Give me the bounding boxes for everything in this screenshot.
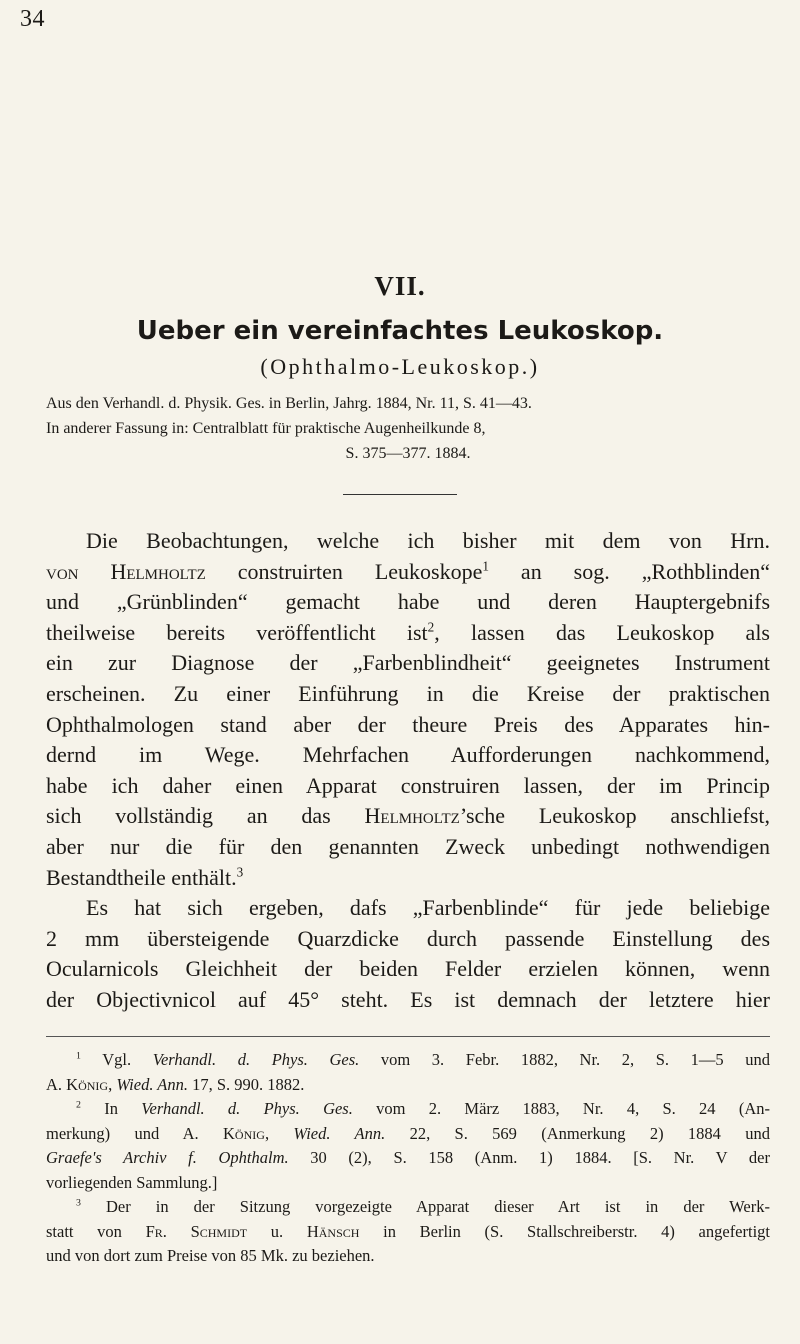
footnote-line: und von dort zum Preise von 85 Mk. zu beziehen. bbox=[46, 1246, 375, 1265]
body-line: 2 mm übersteigende Quarzdicke durch passende Einstellung des bbox=[46, 925, 770, 951]
footnote-number: 1 bbox=[76, 1050, 81, 1062]
footnote-line bbox=[46, 1146, 770, 1171]
footnote-number: 3 bbox=[76, 1197, 81, 1209]
body-line: aber nur die für den genannten Zweck unbedingt nothwendigen bbox=[46, 833, 770, 859]
footnote-line bbox=[46, 1097, 770, 1122]
body-line: Es hat sich ergeben, dafs „Farbenblinde“ für jede beliebige bbox=[86, 895, 770, 921]
body-line: dernd im Wege. Mehrfachen Aufforderungen nachkommend, bbox=[46, 742, 770, 768]
journal-title: Wied. Ann. bbox=[116, 1074, 188, 1094]
footnote-number: 2 bbox=[76, 1099, 81, 1111]
footnote-text: vom 2. März 1883, Nr. 4, S. 24 (An- bbox=[352, 1099, 770, 1118]
footnote-line bbox=[46, 1073, 770, 1098]
footnote-divider bbox=[46, 1036, 770, 1037]
journal-title: Verhandl. d. Phys. Ges. bbox=[152, 1050, 360, 1069]
footnote-line bbox=[46, 1195, 770, 1220]
footnote-text: , bbox=[264, 1123, 294, 1143]
footnote-text: statt von bbox=[46, 1221, 146, 1241]
body-text bbox=[46, 526, 770, 1016]
body-line: Ocularnicols Gleichheit der beiden Felder erzielen können, wenn bbox=[46, 956, 770, 982]
body-text-span: , lassen das Leukoskop als bbox=[434, 619, 770, 645]
footnote-text: in Berlin (S. Stallschreiberstr. 4) angefertigt bbox=[359, 1221, 771, 1241]
body-line: und „Grünblinden“ gemacht habe und deren Hauptergebnifs bbox=[46, 589, 770, 615]
journal-title: Graefe's Archiv f. Ophthalm. bbox=[46, 1148, 289, 1167]
body-text-span: ’sche Leukoskop anschliefst, bbox=[459, 803, 770, 829]
body-line bbox=[46, 801, 770, 832]
page-number: 34 bbox=[20, 6, 45, 32]
footnote-text: 30 (2), S. 158 (Anm. 1) 1884. [S. Nr. V der bbox=[288, 1148, 770, 1167]
body-text-span: Bestandtheile enthält. bbox=[46, 864, 237, 890]
footnote-line bbox=[46, 1122, 770, 1147]
journal-title: Verhandl. d. Phys. Ges. bbox=[141, 1099, 353, 1118]
title-divider bbox=[343, 494, 457, 495]
footnote-text: vom 3. Febr. 1882, Nr. 2, S. 1—5 und bbox=[359, 1050, 771, 1069]
body-line: erscheinen. Zu einer Einführung in die Kreise der praktischen bbox=[46, 680, 770, 706]
article-subtitle: (Ophthalmo-Leukoskop.) bbox=[260, 354, 540, 379]
author-name: Hänsch bbox=[306, 1221, 360, 1241]
author-name: Helmholtz bbox=[364, 803, 460, 829]
body-text-span: an sog. „Rothblinden“ bbox=[488, 558, 770, 584]
footnote-text: u. bbox=[247, 1221, 307, 1241]
body-line: der Objectivnicol auf 45° steht. Es ist demnach der letztere hier bbox=[46, 986, 770, 1012]
footnote-text: 17, S. 990. 1882. bbox=[188, 1074, 305, 1094]
article-title: Ueber ein vereinfachtes Leukoskop. bbox=[136, 316, 664, 346]
footnote-text: 22, S. 569 (Anmerkung 2) 1884 und bbox=[385, 1123, 771, 1143]
body-text-span: sich vollständig an das bbox=[46, 803, 365, 829]
source-note bbox=[46, 391, 770, 466]
footnote-text: merkung) und A. bbox=[46, 1123, 224, 1143]
footnote-text: In bbox=[80, 1099, 142, 1118]
footnote-text: Vgl. bbox=[80, 1050, 153, 1069]
author-name: Fr. Schmidt bbox=[145, 1221, 248, 1241]
body-line: habe ich daher einen Apparat construiren lassen, der im Princip bbox=[46, 772, 770, 798]
source-line: S. 375—377. 1884. bbox=[345, 445, 471, 462]
source-line: Aus den Verhandl. d. Physik. Ges. in Berlin, Jahrg. 1884, Nr. 11, S. 41—43. bbox=[46, 395, 532, 412]
body-line bbox=[46, 863, 770, 894]
author-name: König bbox=[66, 1074, 109, 1094]
footnote-ref: 3 bbox=[236, 864, 244, 880]
footnote-line bbox=[46, 1048, 770, 1073]
footnote-text: A. bbox=[46, 1074, 67, 1094]
footnotes bbox=[46, 1048, 770, 1269]
footnote-ref: 1 bbox=[482, 558, 489, 574]
chapter-number: VII. bbox=[374, 271, 426, 301]
footnote-line: vorliegenden Sammlung.] bbox=[46, 1172, 218, 1192]
body-line: ein zur Diagnose der „Farbenblindheit“ geeignetes Instrument bbox=[46, 650, 770, 676]
footnote-text: Der in der Sitzung vorgezeigte Apparat dieser Art ist in der Werk- bbox=[80, 1197, 770, 1216]
body-line bbox=[46, 557, 770, 588]
body-text-span: theilweise bereits veröffentlicht ist bbox=[46, 619, 428, 645]
author-name: König bbox=[223, 1123, 265, 1143]
footnote-text: , bbox=[108, 1074, 117, 1094]
body-text-span: construirten Leukoskope bbox=[205, 558, 483, 584]
journal-title: Wied. Ann. bbox=[293, 1123, 386, 1143]
footnote-ref: 2 bbox=[427, 619, 435, 635]
body-line: Die Beobachtungen, welche ich bisher mit dem von Hrn. bbox=[86, 528, 770, 553]
body-line: Ophthalmologen stand aber der theure Preis des Apparates hin- bbox=[46, 711, 770, 737]
footnote-line bbox=[46, 1220, 770, 1245]
author-name: von Helmholtz bbox=[46, 558, 206, 584]
body-line bbox=[46, 618, 770, 649]
source-line: In anderer Fassung in: Centralblatt für praktische Augenheilkunde 8, bbox=[46, 420, 486, 437]
